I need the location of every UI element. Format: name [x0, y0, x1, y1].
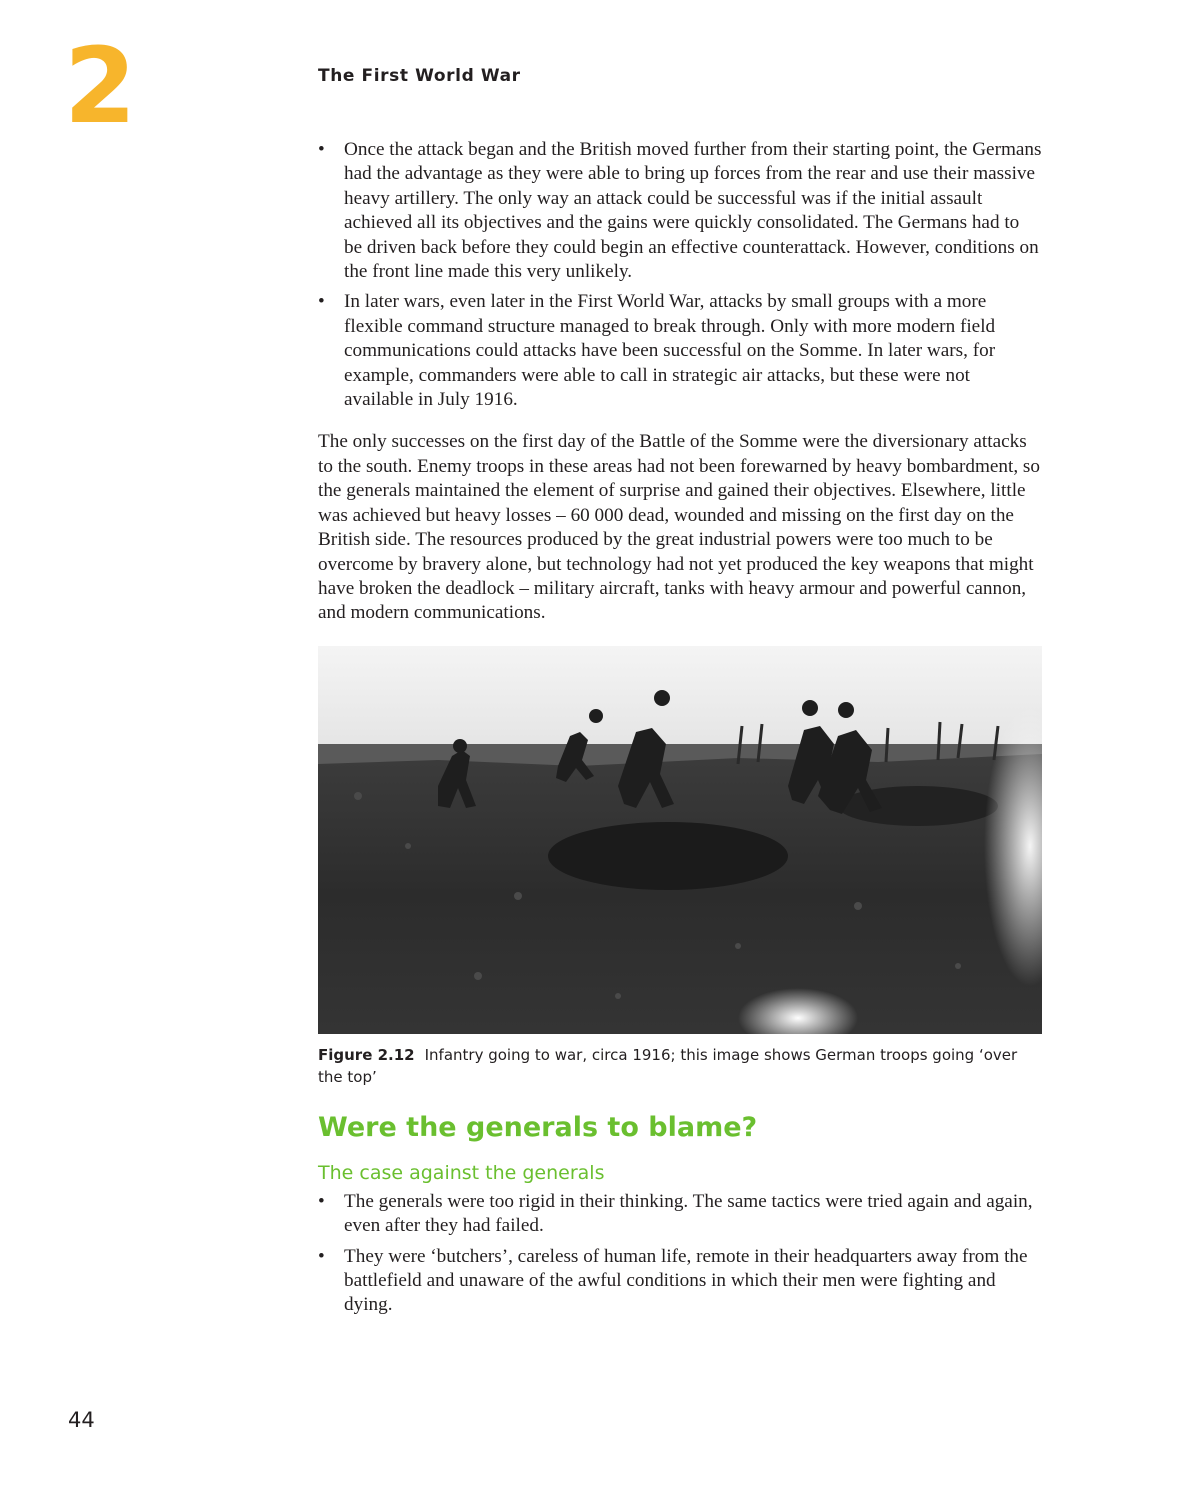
- body-paragraph: The only successes on the first day of the Battle of the Somme were the diversionary attacks to the south. Enemy troops in these areas had not been forewarned by heavy bombardment, so the generals maintained the element of surprise and gained their objectives. Elsewhere, little was achieved but heavy losses – 60 000 dead, wounded and missing on the first day on the British side. The resources produced by the great industrial powers were too much to be overcome by bravery alone, but technology had not yet produced the key weapons that might have broken the deadlock – military aircraft, tanks with heavy armour and powerful cannon, and modern communications.: [318, 431, 1040, 624]
- list-item: • They were ‘butchers’, careless of human life, remote in their headquarters away from the battlefield and unaware of the awful conditions in which their men were fighting and dying.: [318, 1245, 1042, 1318]
- bullet-list-top: [318, 138, 1042, 412]
- chapter-number: 2: [64, 25, 137, 147]
- figure-label: Figure 2.12: [318, 1045, 415, 1064]
- photo-soldiers-over-the-top: [318, 646, 1042, 1034]
- figure-caption-text: Infantry going to war, circa 1916; this image shows German troops going ‘over the top’: [318, 1045, 1018, 1086]
- list-item: • Once the attack began and the British moved further from their starting point, the Germans had the advantage as they were able to bring up forces from the rear and use their massive heavy artillery. The only way an attack could be successful was if the initial assault achieved all its objectives and the gains were quickly consolidated. The Germans had to be driven back before they could begin an effective counterattack. However, conditions on the front line made this very unlikely.: [318, 138, 1042, 284]
- section-heading: Were the generals to blame?: [318, 1111, 758, 1143]
- subsection-heading: The case against the generals: [318, 1161, 605, 1184]
- page-number: 44: [68, 1408, 95, 1432]
- figure-photo: [318, 646, 1042, 1034]
- figure-caption: [318, 1044, 1042, 1088]
- running-head: The First World War: [318, 66, 521, 86]
- bullet-list-bottom: [318, 1190, 1042, 1318]
- list-item: • In later wars, even later in the First World War, attacks by small groups with a more flexible command structure managed to break through. Only with more modern field communications could attacks have been successful on the Somme. In later wars, for example, commanders were able to call in strategic air attacks, but these were not available in July 1916.: [318, 290, 1042, 412]
- list-item: • The generals were too rigid in their thinking. The same tactics were tried again and again, even after they had failed.: [318, 1190, 1042, 1239]
- main-content: [318, 138, 1042, 1324]
